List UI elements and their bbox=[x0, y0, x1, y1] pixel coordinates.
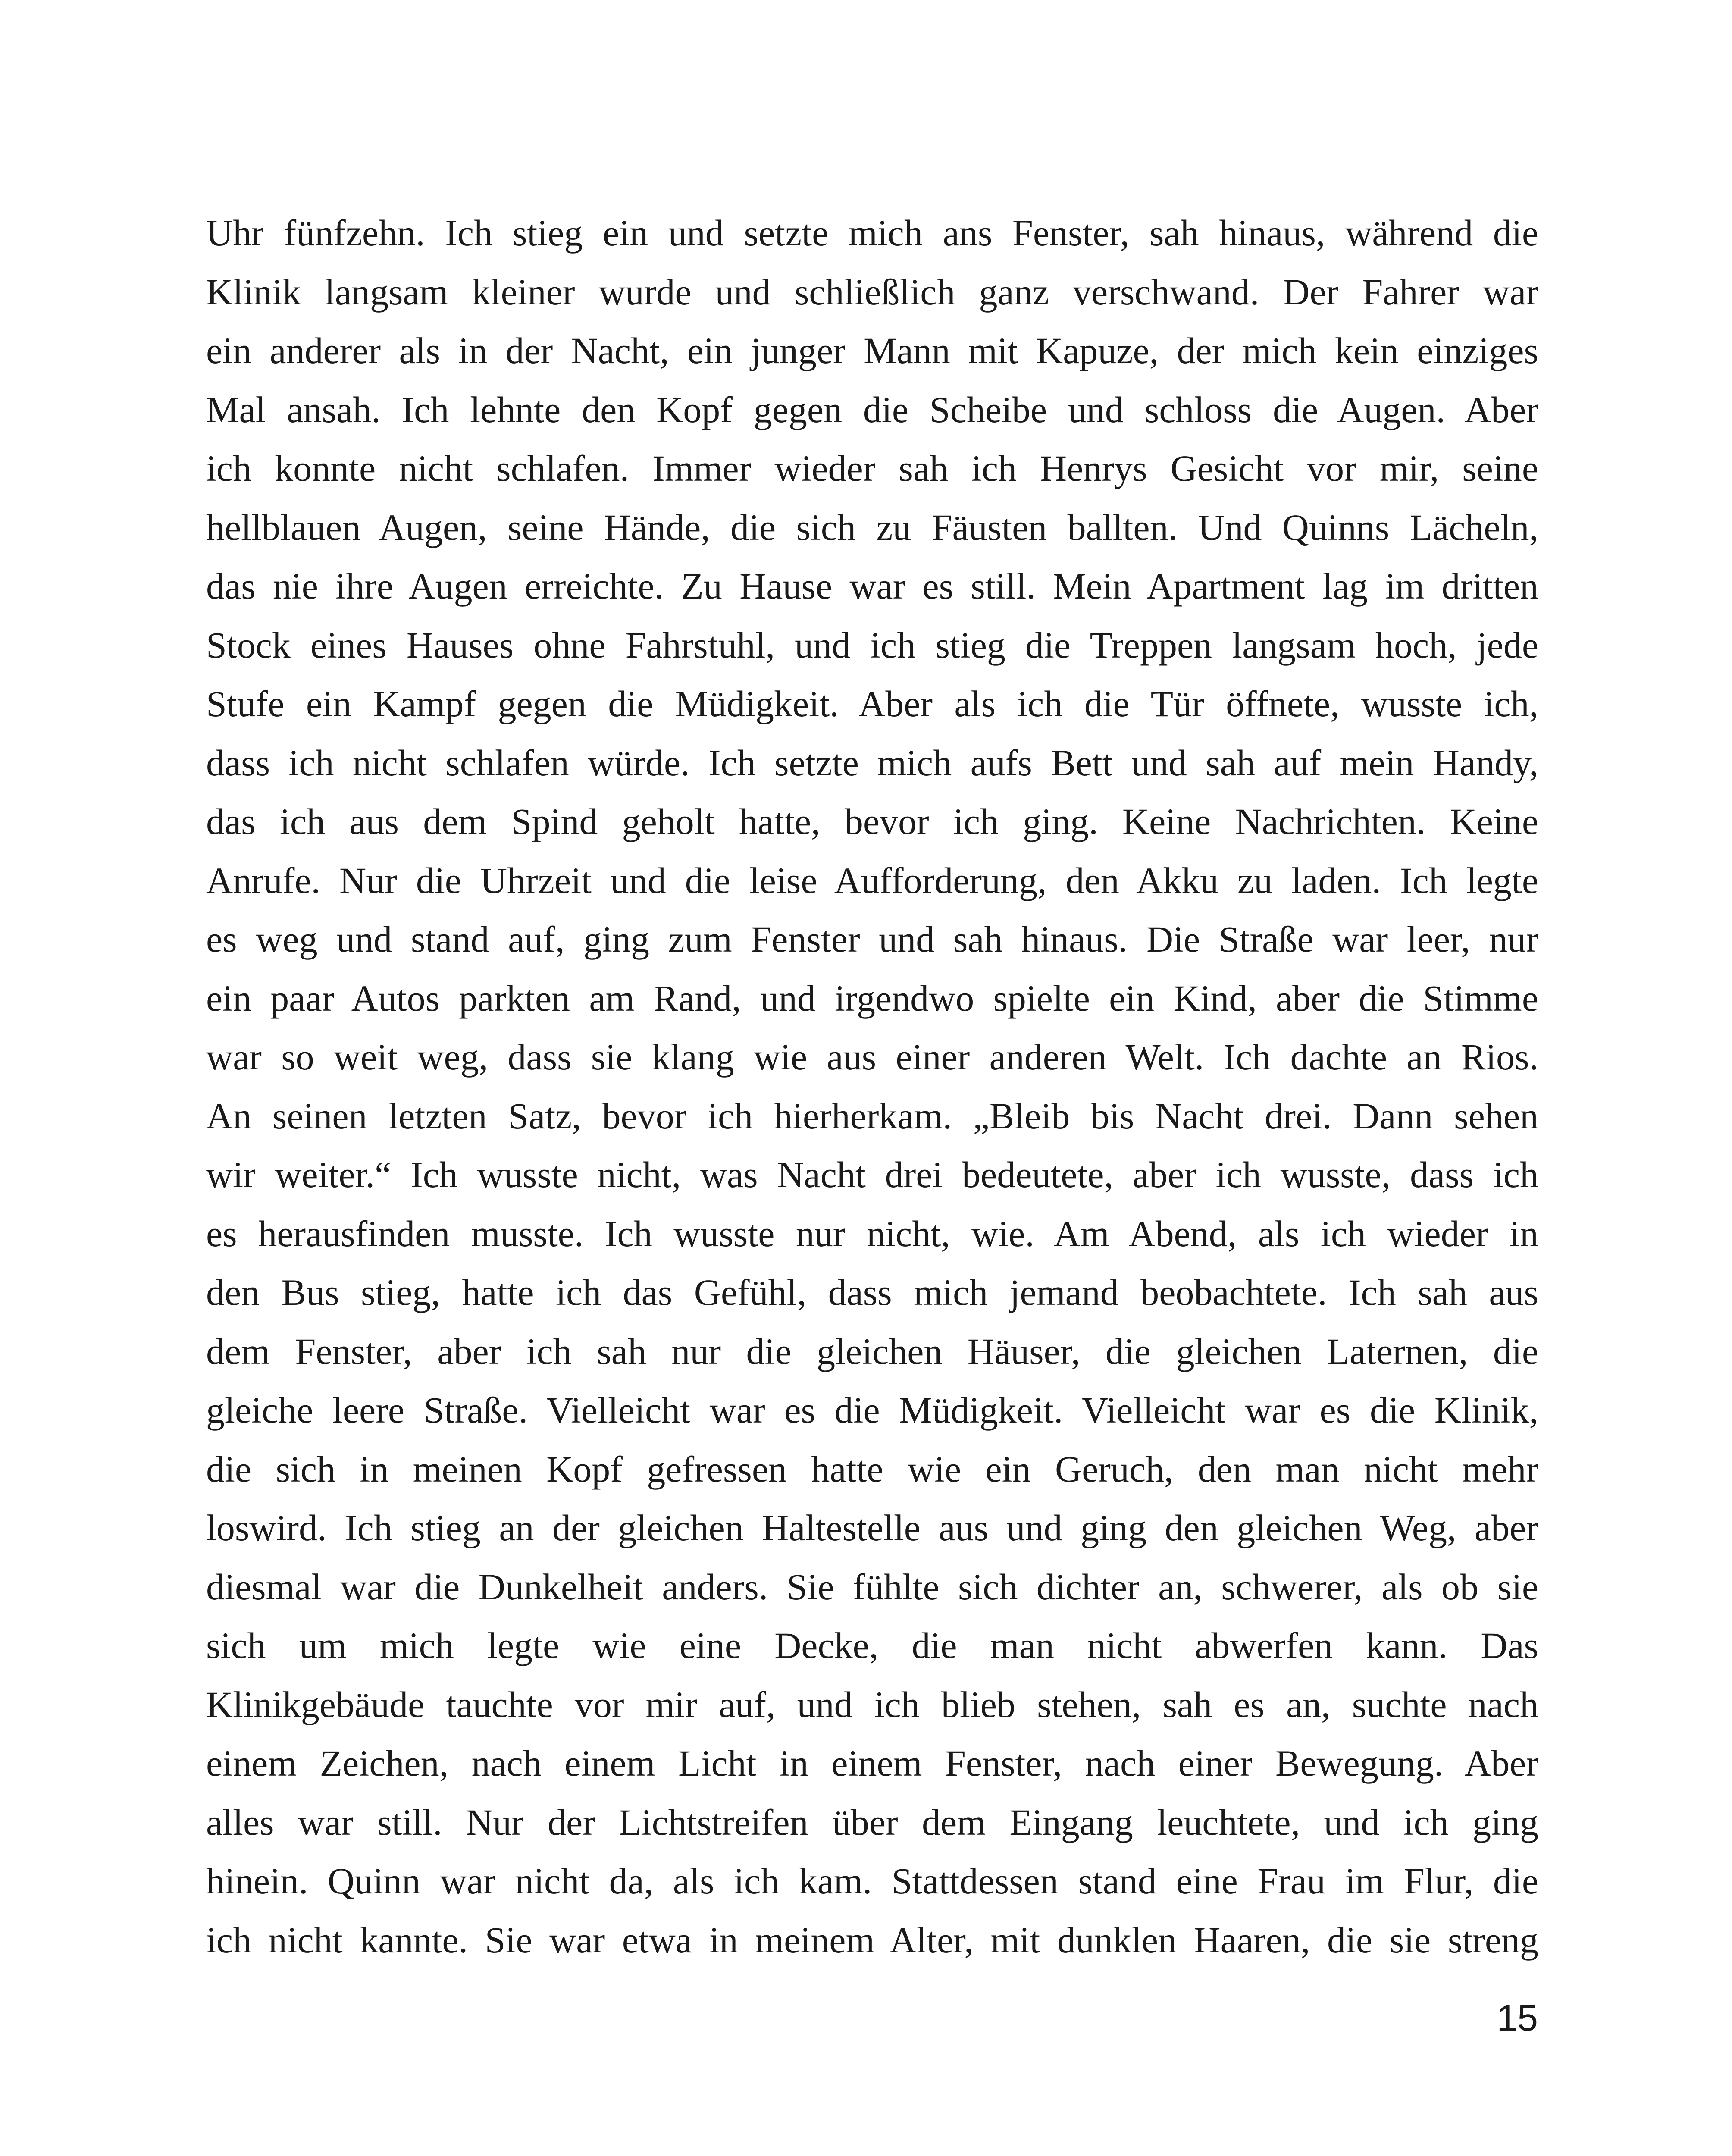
text-line: ein paar Autos parkten am Rand, und irgendwo spielte ein Kind, aber die Stimme bbox=[206, 977, 1538, 1019]
text-line: Klinik langsam kleiner wurde und schließlich ganz verschwand. Der Fahrer war bbox=[206, 271, 1538, 313]
text-line: hellblauen Augen, seine Hände, die sich zu Fäusten ballten. Und Quinns Lächeln, bbox=[206, 506, 1538, 548]
text-line: diesmal war die Dunkelheit anders. Sie fühlte sich dichter an, schwerer, als ob sie bbox=[206, 1566, 1538, 1608]
text-line: Anrufe. Nur die Uhrzeit und die leise Aufforderung, den Akku zu laden. Ich legte bbox=[206, 859, 1538, 901]
text-line: dass ich nicht schlafen würde. Ich setzte mich aufs Bett und sah auf mein Handy, bbox=[206, 742, 1538, 783]
text-line: Stock eines Hauses ohne Fahrstuhl, und ich stieg die Treppen langsam hoch, jede bbox=[206, 624, 1538, 666]
text-line: Mal ansah. Ich lehnte den Kopf gegen die Scheibe und schloss die Augen. Aber bbox=[206, 389, 1538, 430]
text-line: den Bus stieg, hatte ich das Gefühl, dass mich jemand beobachtete. Ich sah aus bbox=[206, 1272, 1538, 1313]
page-number: 15 bbox=[1497, 1997, 1538, 2039]
text-line: Uhr fünfzehn. Ich stieg ein und setzte mich ans Fenster, sah hinaus, während die bbox=[206, 212, 1538, 254]
text-line: sich um mich legte wie eine Decke, die man nicht abwerfen kann. Das bbox=[206, 1625, 1538, 1666]
text-line: es herausfinden musste. Ich wusste nur nicht, wie. Am Abend, als ich wieder in bbox=[206, 1213, 1538, 1254]
body-text bbox=[206, 204, 1538, 1969]
text-line: das ich aus dem Spind geholt hatte, bevor ich ging. Keine Nachrichten. Keine bbox=[206, 801, 1538, 842]
text-line: Klinikgebäude tauchte vor mir auf, und ich blieb stehen, sah es an, suchte nach bbox=[206, 1683, 1538, 1725]
text-line: Stufe ein Kampf gegen die Müdigkeit. Aber als ich die Tür öffnete, wusste ich, bbox=[206, 683, 1538, 724]
text-line: wir weiter.“ Ich wusste nicht, was Nacht drei bedeutete, aber ich wusste, dass ich bbox=[206, 1154, 1538, 1195]
text-line: einem Zeichen, nach einem Licht in einem Fenster, nach einer Bewegung. Aber bbox=[206, 1742, 1538, 1784]
text-line: alles war still. Nur der Lichtstreifen über dem Eingang leuchtete, und ich ging bbox=[206, 1801, 1538, 1843]
text-line: ich nicht kannte. Sie war etwa in meinem Alter, mit dunklen Haaren, die sie streng bbox=[206, 1919, 1538, 1961]
text-line: es weg und stand auf, ging zum Fenster und sah hinaus. Die Straße war leer, nur bbox=[206, 918, 1538, 960]
text-line: die sich in meinen Kopf gefressen hatte wie ein Geruch, den man nicht mehr bbox=[206, 1448, 1538, 1490]
text-line: An seinen letzten Satz, bevor ich hierherkam. „Bleib bis Nacht drei. Dann sehen bbox=[206, 1095, 1538, 1137]
text-line: hinein. Quinn war nicht da, als ich kam. Stattdessen stand eine Frau im Flur, die bbox=[206, 1860, 1538, 1902]
text-line: das nie ihre Augen erreichte. Zu Hause war es still. Mein Apartment lag im dritten bbox=[206, 565, 1538, 607]
text-line: war so weit weg, dass sie klang wie aus einer anderen Welt. Ich dachte an Rios. bbox=[206, 1036, 1538, 1078]
text-line: gleiche leere Straße. Vielleicht war es die Müdigkeit. Vielleicht war es die Klinik, bbox=[206, 1389, 1538, 1431]
text-line: dem Fenster, aber ich sah nur die gleichen Häuser, die gleichen Laternen, die bbox=[206, 1330, 1538, 1372]
text-line: loswird. Ich stieg an der gleichen Haltestelle aus und ging den gleichen Weg, aber bbox=[206, 1507, 1538, 1548]
text-line: ein anderer als in der Nacht, ein junger Mann mit Kapuze, der mich kein einziges bbox=[206, 330, 1538, 371]
text-line: ich konnte nicht schlafen. Immer wieder sah ich Henrys Gesicht vor mir, seine bbox=[206, 448, 1538, 489]
